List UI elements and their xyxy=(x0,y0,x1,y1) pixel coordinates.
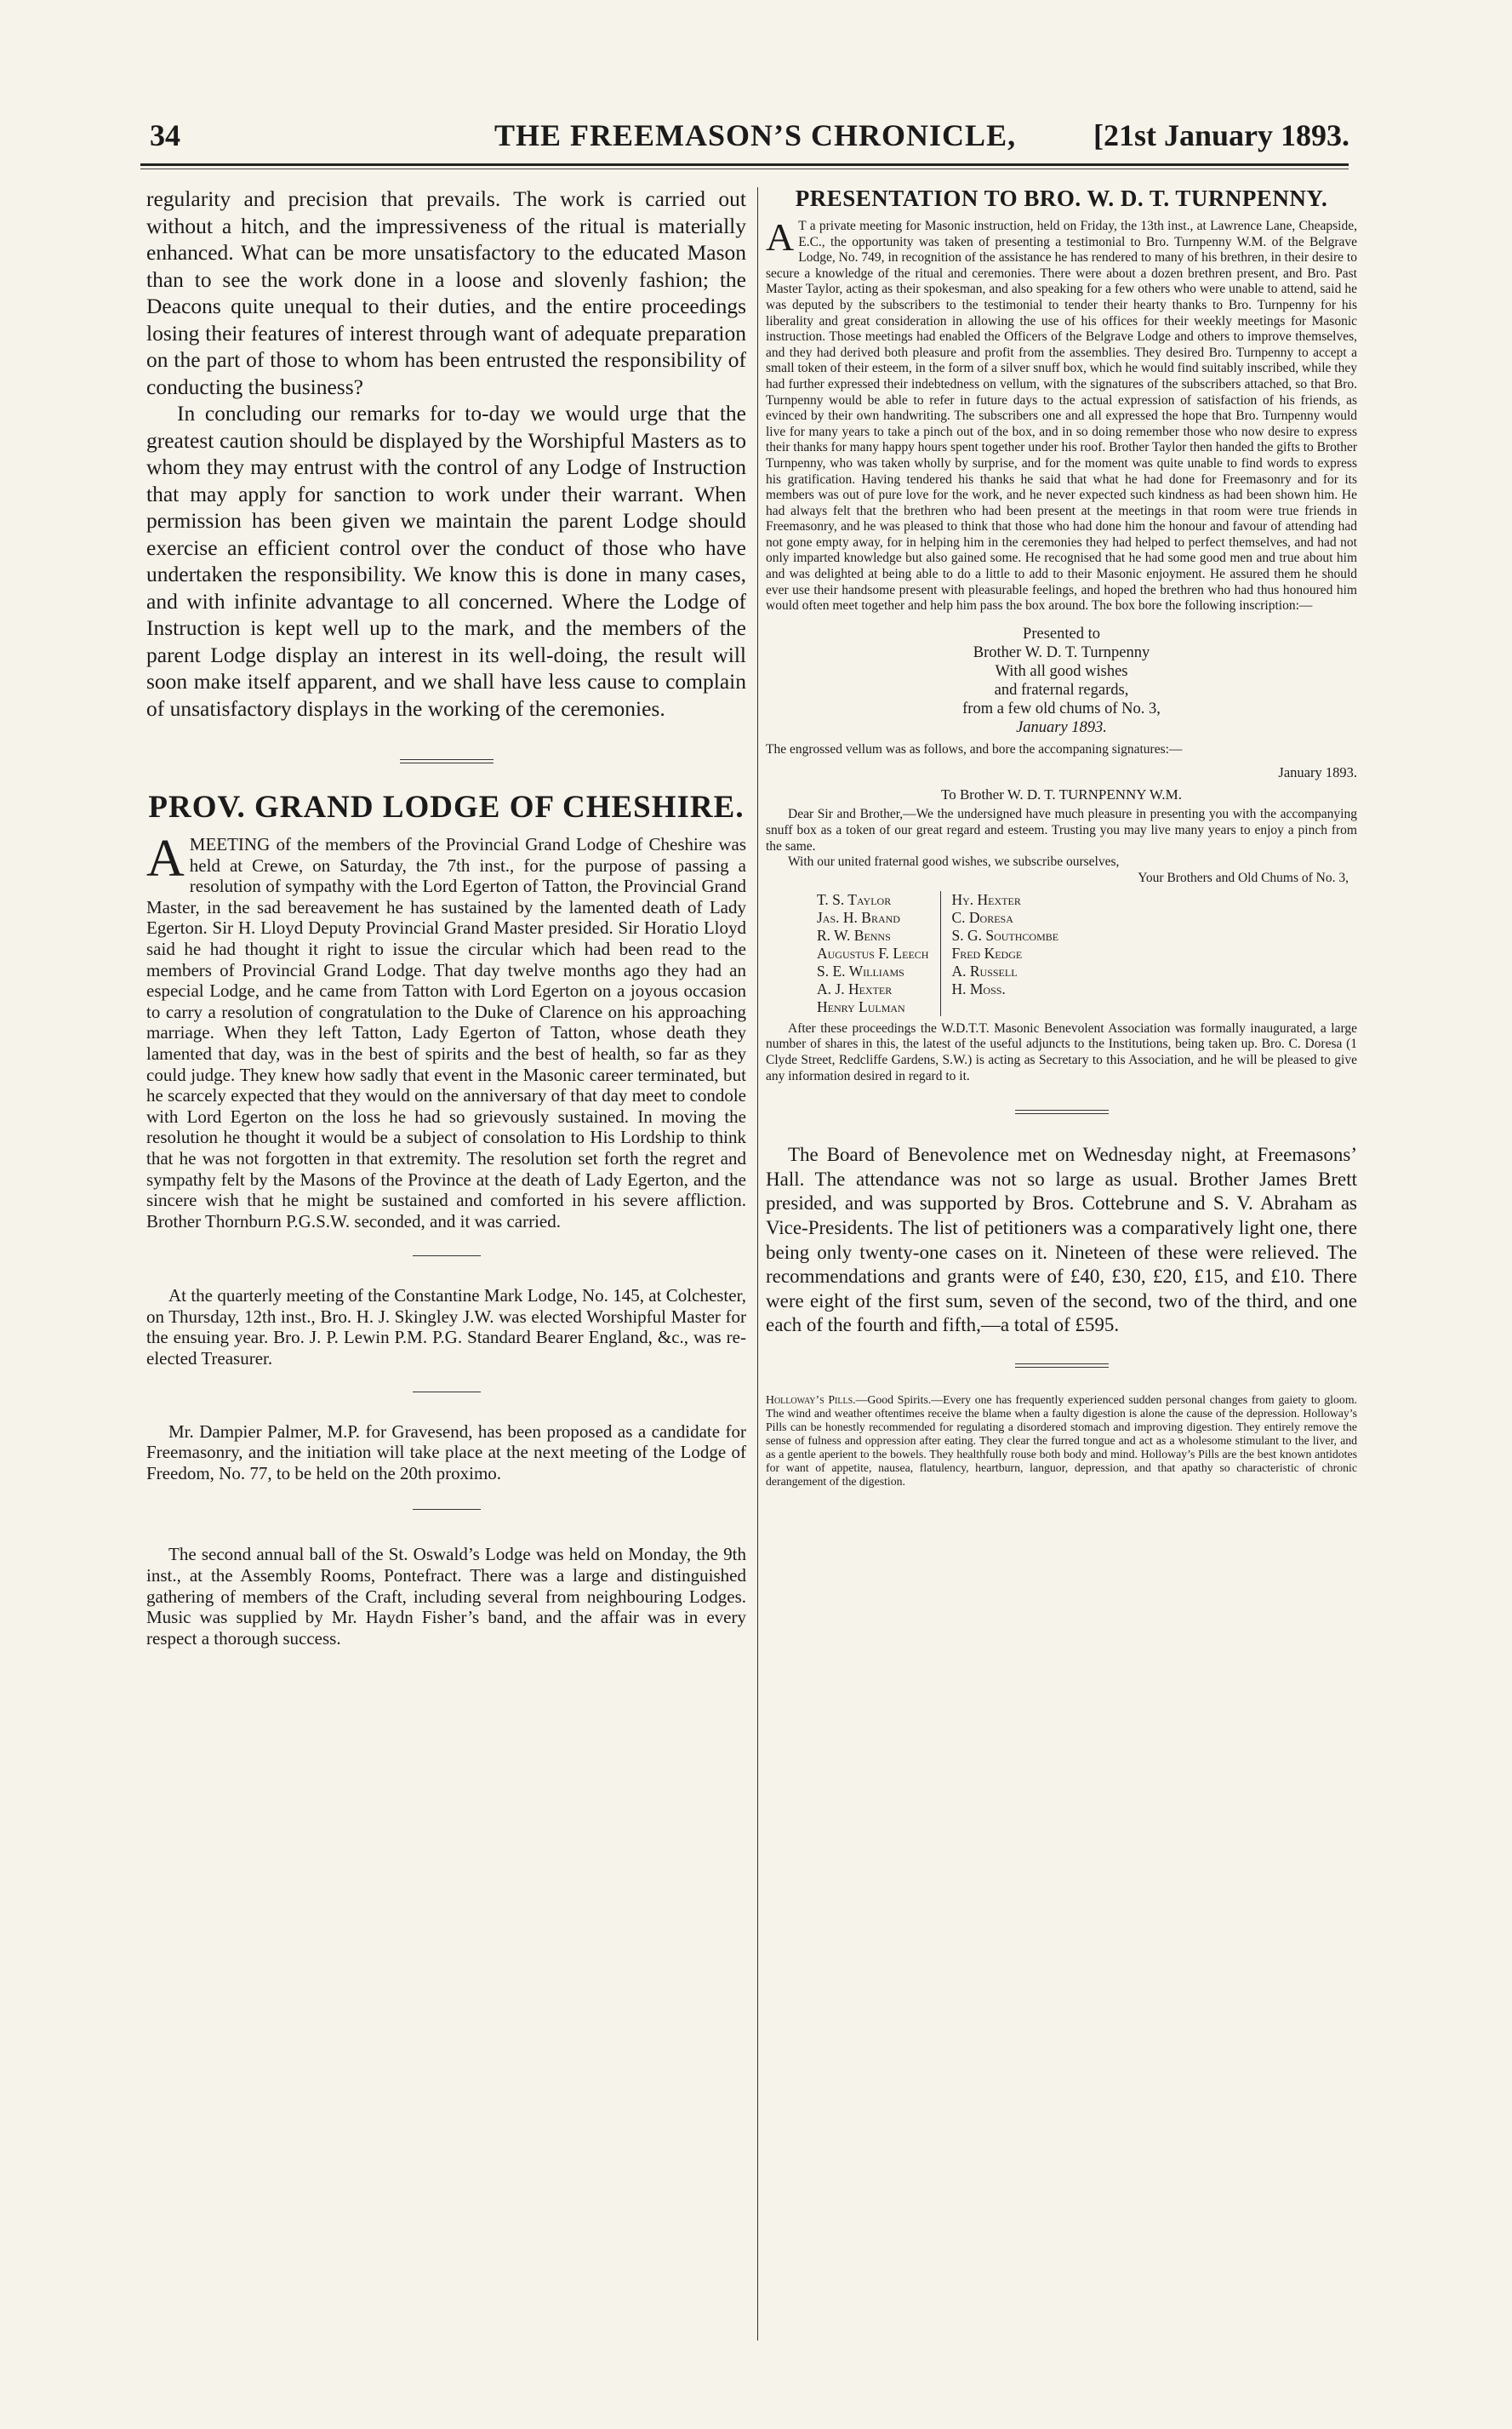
constantine-notice: At the quarterly meeting of the Constantine Mark Lodge, No. 145, at Colchester, on Thursday, 12th inst., Bro. H. J. Skingley J.W. was elected Worshipful Master for the ensuing year. Bro. J. P. Lewin P.M. P.G. Standard Bearer England, &c., was re-elected Treasurer. xyxy=(146,1285,746,1369)
publication-title: THE FREEMASON’S CHRONICLE, xyxy=(494,118,1017,152)
signature-table xyxy=(817,891,1070,1016)
vellum-intro: The engrossed vellum was as follows, and bore the accompaning signatures:— xyxy=(766,741,1183,757)
right-column xyxy=(766,186,1357,1489)
signature: Augustus F. Leech xyxy=(817,944,929,962)
signature: S. E. Williams xyxy=(817,962,904,980)
article-concluding-para: In concluding our remarks for to-day we would urge that the greatest caution should be displayed by the Worshipful Masters as to whom they may entrust with the control of any Lodge of Instruction that may apply for sanction to work under their warrant. When permission has been given we maintain the parent Lodge should exercise an efficient control over the conduct of those who have undertaken the responsibility. We know this is done in many cases, and with infinite advantage to all concerned. Where the Lodge of Instruction is kept well up to the mark, and the members of the parent Lodge display an interest in its well-doing, the result will soon make itself apparent, and we shall have less cause to complain of unsatisfactory displays in the working of the ceremonies. xyxy=(146,401,746,721)
signature-row xyxy=(817,891,1070,909)
page-header xyxy=(150,117,1349,151)
signature: C. Doresa xyxy=(941,909,1070,927)
cheshire-heading: PROV. GRAND LODGE OF CHESHIRE. xyxy=(148,790,745,825)
left-column xyxy=(146,186,746,1649)
letter-date: January 1893. xyxy=(1278,764,1357,781)
signature: Fred Kedge xyxy=(941,945,1070,963)
signature: H. Moss. xyxy=(941,980,1070,998)
holloway-advert xyxy=(766,1393,1357,1489)
signature: Hy. Hexter xyxy=(941,891,1070,909)
inscription-line: from a few old chums of No. 3, xyxy=(962,700,1161,717)
letter-addressee: To Brother W. D. T. TURNPENNY W.M. xyxy=(941,786,1182,803)
signature: A. Russell xyxy=(941,963,1070,980)
signature: Henry Lulman xyxy=(817,997,905,1015)
holloway-body: —Good Spirits.—Every one has frequently experienced sudden personal changes from gaiety to gloom. The wind and weather oftentimes receive the blame when a faulty digestion is alone the cause of the depression. Holloway’s Pills can be honestly recommended for regulating a disordered stomach and improving digestion. They entirely remove the sense of fulness and oppression after eating. They clear the furred tongue and act as a wholesome stimulant to the liver, and as a gentle aperient to the bowels. They healthfully rouse both body and mind. Holloway’s Pills are the best known antidotes for want of appetite, nausea, flatulency, heartburn, languor, depression, and that apathy so characteristic of chronic derangement of the digestion. xyxy=(766,1392,1357,1488)
signature: S. G. Southcombe xyxy=(941,927,1070,945)
turnpenny-dropcap: A xyxy=(766,215,795,259)
inscription-line: Presented to xyxy=(1023,625,1100,643)
signature: Jas. H. Brand xyxy=(817,908,900,926)
inscription-line: and fraternal regards, xyxy=(994,681,1129,699)
cheshire-dropcap: A xyxy=(146,830,185,888)
holloway-lead: Holloway’s Pills. xyxy=(766,1392,856,1406)
signature: R. W. Benns xyxy=(817,926,891,944)
signature-row xyxy=(817,980,1070,998)
cheshire-body: MEETING of the members of the Provincial Grand Lodge of Cheshire was held at Crewe, on Saturday, the 7th inst., for the purpose of passing a resolution of sympathy with the Lord Egerton of Tatton, the Provincial Grand Master, in the sad bereavement he has sustained by the lamented death of Lady Egerton. Sir H. Lloyd Deputy Provincial Grand Master presided. Sir Horatio Lloyd said he had thought it right to issue the circular which had been read to the members of Provincial Grand Lodge. That day twelve months ago they had an especial Lodge, and he came from Tatton with Lord Egerton on a joyous occasion to carry a resolution of congratulation to the Duke of Clarence on his approaching marriage. When they left Tatton, Lady Egerton of Tatton, whose death they lamented that day, was in the best of spirits and the best of health, so far as they could judge. They knew how sadly that event in the Masonic career terminated, but he scarcely expected that they would on the anniversary of that day meet to condole with Lord Egerton on the loss he had so grievously sustained. In moving the resolution he thought it would be a subject of consolation to His Lordship to think that he was not forgotten in that extremity. The resolution set forth the regret and sympathy felt by the Masons of the Province at the death of Lady Egerton, and the sincere wish that he might be sustained and comforted in his severe affliction. Brother Thornburn P.G.S.W. seconded, and it was carried. xyxy=(146,834,746,1232)
signature: A. J. Hexter xyxy=(817,980,893,997)
signature-row xyxy=(817,909,1070,927)
signature-empty xyxy=(941,998,1070,1016)
issue-date: [21st January 1893. xyxy=(1093,118,1349,152)
inscription-line: Brother W. D. T. Turnpenny xyxy=(973,643,1150,661)
inscription-line: January 1893. xyxy=(1016,718,1107,736)
page-number: 34 xyxy=(150,118,180,152)
inscription-line: With all good wishes xyxy=(995,662,1128,680)
column-divider xyxy=(757,187,758,2340)
oswald-notice: The second annual ball of the St. Oswald’s Lodge was held on Monday, the 9th inst., at the Assembly Rooms, Pontefract. There was a large and distinguished gathering of members of the Craft, including several from neighbouring Lodges. Music was supplied by Mr. Haydn Fisher’s band, and the affair was in every respect a thorough success. xyxy=(146,1544,746,1649)
turnpenny-heading: PRESENTATION TO BRO. W. D. T. TURNPENNY. xyxy=(795,186,1328,211)
cheshire-article xyxy=(146,830,746,1232)
article-continuation-para: regularity and precision that prevails. The work is carried out without a hitch, and the impressiveness of the ritual is materially enhanced. What can be more unsatisfactory to the educated Mason than to see the work done in a loose and slovenly fashion; the Deacons quite unequal to their duties, and the entire proceedings losing their features of interest through want of adequate preparation on the part of those to whom has been entrusted the responsibility of conducting the business? xyxy=(146,186,746,399)
letter-signoff: Your Brothers and Old Chums of No. 3, xyxy=(1138,870,1349,885)
letter-body: Dear Sir and Brother,—We the undersigned have much pleasure in presenting you with the accompanying snuff box as a token of our great regard and esteem. Trusting you may live many years to enjoy a pinch from the same. xyxy=(766,807,1357,854)
letter-close: With our united fraternal good wishes, we subscribe ourselves, xyxy=(788,854,1120,870)
association-para: After these proceedings the W.D.T.T. Masonic Benevolent Association was formally inaugurated, a large number of shares in this, the latest of the useful adjuncts to the Institutions, being taken up. Bro. C. Doresa (1 Clyde Street, Redcliffe Gardens, S.W.) is acting as Secretary to this Association, and he will be pleased to give any information desired in regard to it. xyxy=(766,1020,1357,1083)
turnpenny-article xyxy=(766,215,1357,614)
turnpenny-body: T a private meeting for Masonic instruction, held on Friday, the 13th inst., at Lawrence Lane, Cheapside, E.C., the opportunity was taken of presenting a testimonial to Bro. Turnpenny W.M. of the Belgrave Lodge, No. 749, in recognition of the assistance he has rendered to many of his brethren, in their desire to secure a knowledge of the ritual and ceremonies. There were about a dozen brethren present, and Bro. Past Master Taylor, acting as their spokesman, and also speaking for a few others who were unable to attend, said he was deputed by the subscribers to the testimonial to tender their hearty thanks to Bro. Turnpenny for his liberality and great consideration in allowing the use of his offices for their weekly meetings for Masonic instruction. Those meetings had enabled the Officers of the Belgrave Lodge and others to improve themselves, and they had derived both pleasure and profit from the assemblies. They desired Bro. Turnpenny to accept a small token of their esteem, in the form of a silver snuff box, which he would find suitably inscribed, while they had further expressed their indebtedness on vellum, with the signatures of the subscribers attached, so that Bro. Turnpenny would be able to refer in future days to the actual expression of satisfaction of his friends, as evinced by their own handwriting. The subscribers one and all expressed the hope that Bro. Turnpenny would live for many years to take a pinch out of the box, and in so doing remember those who now desire to express their thanks for many happy hours spent together under his roof. Brother Taylor then handed the gifts to Brother Turnpenny, who was taken wholly by surprise, and for the moment was quite unable to find words to express his gratification. Having tendered his thanks he said that what he had done for Freemasonry and for its members was out of pure love for the work, and he never expected such kindness as had been shown him. He had always felt that the brethren who had been present at the meetings in that room were true friends in Freemasonry, and he was pleased to think that those who had done him the honour and favour of attending had not gone empty away, for in helping him in the ceremonies they had helped to perfect themselves, and had not only imparted knowledge but also gained some. He recognised that he had some good men and true about him and was delighted at being able to do a little to add to their Masonic enjoyment. He assured them he should ever use their handsome present with pleasurable feelings, and hoped the brethren who had thus honoured him would often meet together and help him pass the box around. The box bore the following inscription:— xyxy=(766,219,1357,614)
dampier-notice: Mr. Dampier Palmer, M.P. for Gravesend, has been proposed as a candidate for Freemasonry, and the initiation will take place at the next meeting of the Lodge of Freedom, No. 77, to be held on the 20th proximo. xyxy=(146,1420,746,1483)
signature-row xyxy=(817,927,1070,945)
header-rule xyxy=(140,163,1349,166)
box-inscription xyxy=(766,625,1357,737)
signature-row xyxy=(817,963,1070,980)
signature-row xyxy=(817,945,1070,963)
benevolence-notice: The Board of Benevolence met on Wednesday night, at Freemasons’ Hall. The attendance was not so large as usual. Brother James Brett presided, and was supported by Bros. Cottebrune and S. V. Abraham as Vice-Presidents. The list of petitioners was a comparatively light one, there being only twenty-one cases on it. Nineteen of these were relieved. The recommendations and grants were of £40, £30, £20, £15, and £10. There were eight of the first sum, seven of the second, two of the third, and one each of the fourth and fifth,—a total of £595. xyxy=(766,1144,1357,1336)
signature-row xyxy=(817,998,1070,1016)
signature: T. S. Taylor xyxy=(817,890,892,908)
